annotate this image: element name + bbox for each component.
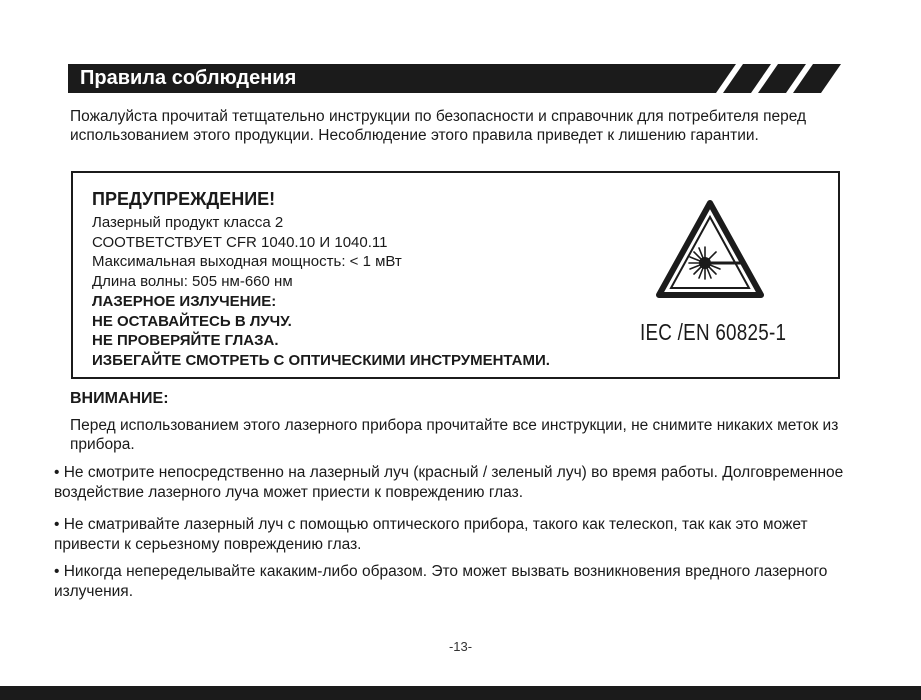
page-number: -13- (448, 639, 473, 654)
warning-title: ПРЕДУПРЕЖДЕНИЕ! (92, 189, 276, 209)
warning-line: Длина волны: 505 нм-660 нм (92, 273, 293, 291)
header-stripes-icon (688, 64, 848, 93)
warning-line: Лазерный продукт класса 2 (92, 214, 284, 231)
bottom-bar (0, 686, 921, 700)
warning-line: Максимальная выходная мощность: < 1 мВт (92, 253, 402, 271)
warning-line: НЕ ПРОВЕРЯЙТЕ ГЛАЗА. (92, 332, 279, 350)
list-item: • Никогда непеределывайте какаким-либо образом. Это может вызвать возникновения вредного лазерного излучения. (54, 563, 828, 600)
intro-text: Пожалуйста прочитай тетщательно инструкции по безопасности и справочник для потребителя перед использованием этого продукции. Несоблюдение этого правила приведет к лишению гарантии. (70, 108, 807, 144)
warning-lines (92, 213, 550, 371)
warning-line: ЛАЗЕРНОЕ ИЗЛУЧЕНИЕ: (92, 292, 277, 310)
warning-line: СООТВЕТСТВУЕТ CFR 1040.10 И 1040.11 (92, 233, 388, 251)
attention-title: ВНИМАНИЕ: (70, 390, 169, 407)
warning-box (71, 171, 840, 379)
section-title: Правила соблюдения (80, 67, 297, 89)
attention-text: Перед использованием этого лазерного прибора прочитайте все инструкции, не снимите никаких меток из прибора. (70, 417, 839, 453)
laser-hazard-icon (655, 199, 765, 299)
list-item: • Не сматривайте лазерный луч с помощью оптического прибора, такого как телескоп, так как это может привести к серьезному повреждению глаз. (54, 516, 808, 553)
standard-label: IEC /EN 60825-1 (640, 319, 787, 345)
warning-line: ИЗБЕГАЙТЕ СМОТРЕТЬ С ОПТИЧЕСКИМИ ИНСТРУМЕНТАМИ. (92, 351, 550, 369)
list-item: • Не смотрите непосредственно на лазерный луч (красный / зеленый луч) во время работы. Долговременное воздействие лазерного луча может приести к повреждению глаз. (54, 464, 844, 501)
warning-line: НЕ ОСТАВАЙТЕСЬ В ЛУЧУ. (92, 312, 292, 330)
section-header (68, 64, 844, 93)
